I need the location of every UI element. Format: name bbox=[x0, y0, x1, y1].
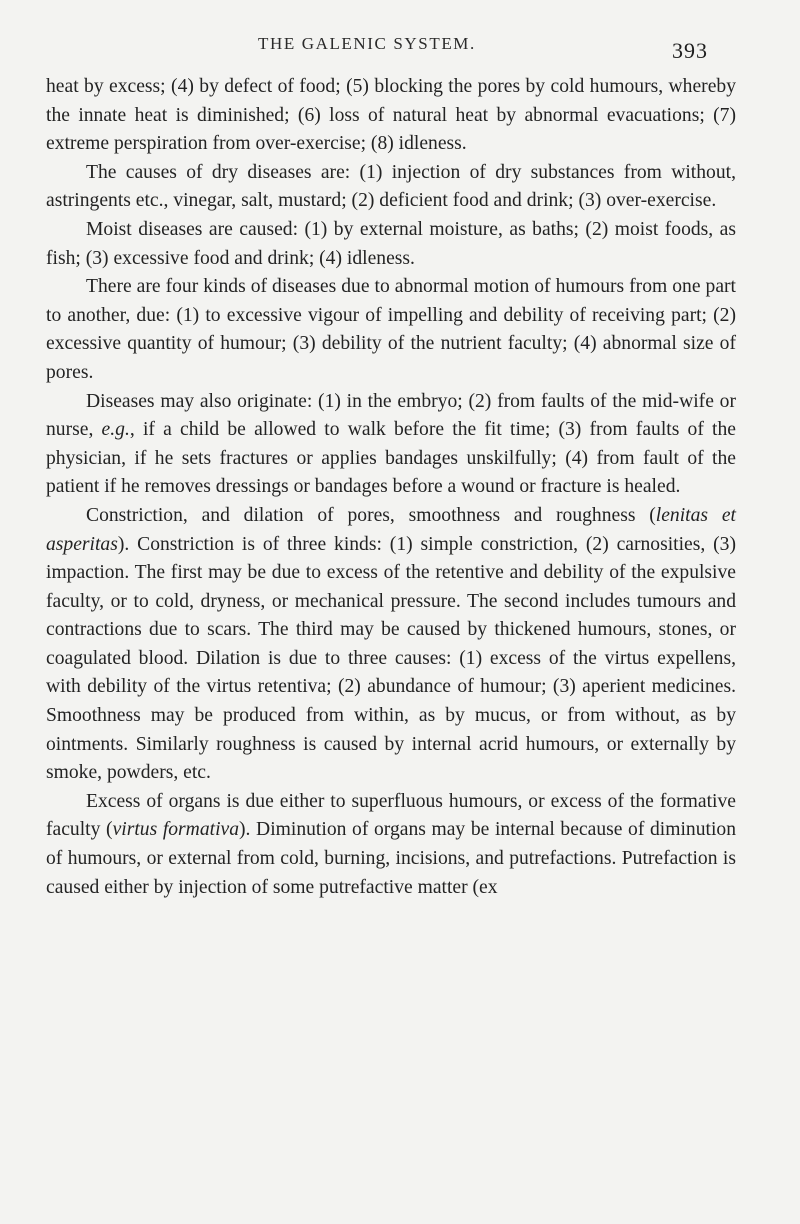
paragraph-p7 bbox=[46, 788, 736, 902]
paragraph-text: Constriction, and dilation of pores, smoothness and roughness ( bbox=[86, 504, 656, 526]
paragraph-p3 bbox=[46, 216, 736, 273]
paragraph-text: The causes of dry diseases are: (1) injection of dry substances from without, astringents etc., vinegar, salt, mustard; (2) deficient food and drink; (3) over-exercise. bbox=[46, 161, 736, 212]
paragraph-p2 bbox=[46, 159, 736, 216]
italic-phrase: virtus formativa bbox=[112, 819, 240, 841]
page-header bbox=[0, 34, 800, 64]
paragraph-p4 bbox=[46, 273, 736, 387]
paragraph-text: heat by excess; (4) by defect of food; (5) blocking the pores by cold humours, whereby the innate heat is diminished; (6) loss of natural heat by abnormal evacuations; (7) extreme perspiration from over-exercise; (8) idleness. bbox=[46, 76, 736, 155]
paragraph-text: There are four kinds of diseases due to abnormal motion of humours from one part to another, due: (1) to excessive vigour of impelling and debility of receiving part; (2) excessive quantity of humour; (3) debility of the nutrient faculty; (4) abnormal size of pores. bbox=[46, 276, 736, 383]
paragraph-text: ). Constriction is of three kinds: (1) simple constriction, (2) carnosities, (3) impaction. The first may be due to excess of the retentive and debility of the expulsive faculty, or to cold, dryness, or mechanical pressure. The second includes tumours and contractions due to scars. The third may be caused by thickened humours, stones, or coagulated blood. Dilation is due to three causes: (1) excess of the virtus expellens, with debility of the virtus retentiva; (2) abundance of humour; (3) aperient medicines. Smoothness may be produced from within, as by mucus, or from without, as by ointments. Similarly roughness is caused by internal acrid humours, or externally by smoke, powders, etc. bbox=[46, 533, 736, 784]
running-title: THE GALENIC SYSTEM. bbox=[258, 34, 476, 53]
paragraph-p5 bbox=[46, 388, 736, 502]
paragraph-text: Excess of organs is due either to superfluous humours, or excess of the formative faculty ( bbox=[46, 790, 736, 841]
body-text bbox=[46, 73, 736, 902]
paragraph-p6 bbox=[46, 502, 736, 788]
paragraph-text: Moist diseases are caused: (1) by external moisture, as baths; (2) moist foods, as fish; (3) excessive food and drink; (4) idleness. bbox=[46, 218, 736, 269]
page-number: 393 bbox=[672, 38, 708, 63]
paragraph-text: Diseases may also originate: (1) in the embryo; (2) from faults of the mid-wife or nurse, bbox=[46, 390, 736, 441]
italic-phrase: e.g. bbox=[101, 419, 130, 441]
paragraph-text: , if a child be allowed to walk before the fit time; (3) from faults of the physician, if he sets fractures or applies bandages unskilfully; (4) from fault of the patient if he removes dressings or bandages before a wound or fracture is healed. bbox=[46, 419, 736, 498]
paragraph-text: ). Diminution of organs may be internal because of diminution of humours, or external from cold, burning, incisions, and putrefactions. Putrefaction is caused either by injection of some putrefactive matter (ex bbox=[46, 819, 737, 898]
italic-phrase: lenitas et asperitas bbox=[46, 504, 736, 555]
paragraph-p1 bbox=[46, 73, 736, 159]
